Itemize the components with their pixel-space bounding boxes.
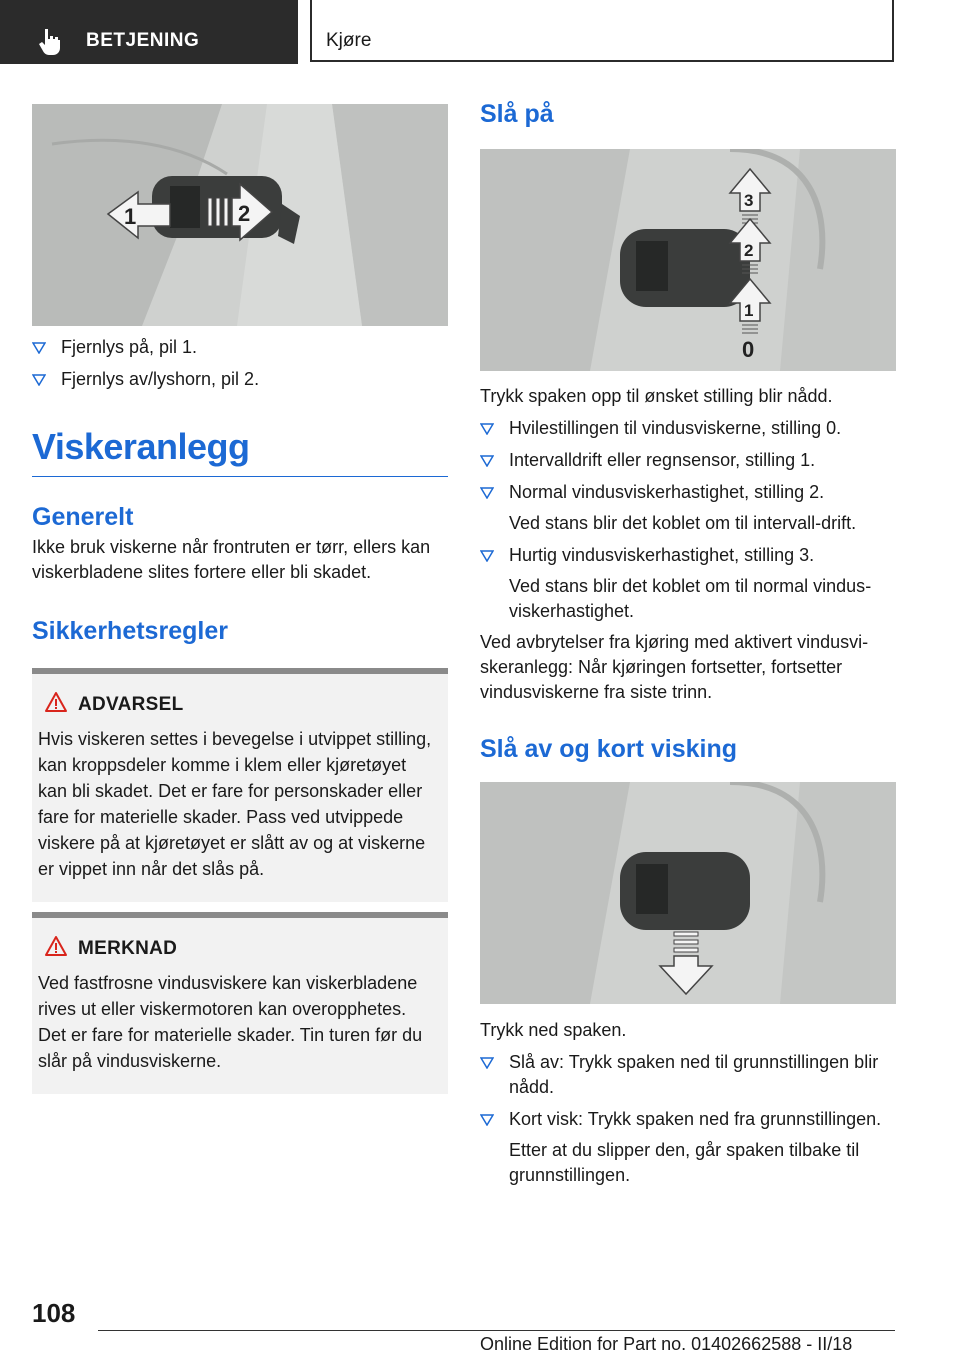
- title-rule: [32, 476, 448, 477]
- on-intro: Trykk spaken opp til ønsket stilling blir nådd.: [480, 386, 833, 406]
- list-item-subtext: Ved stans blir det koblet om til intervall-drift.: [509, 513, 857, 533]
- edition-text: Online Edition for Part no. 01402662588 - II/18: [480, 1334, 853, 1354]
- notice-title-row: [38, 938, 434, 960]
- list-item: [480, 1107, 896, 1132]
- triangle-bullet-icon: [480, 1057, 494, 1069]
- on-note: Ved avbrytelser fra kjøring med aktivert vindusviskeranlegg: Når kjøringen fortsetter, fortsetter vindusviskerne fra siste trinn.: [480, 632, 869, 702]
- safety-heading: Sikkerhetsregler: [32, 617, 228, 645]
- generelt-text: Ikke bruk viskerne når frontruten er tørr, ellers kan viskerbladene slites fortere eller bli skadet.: [32, 537, 431, 582]
- warning-triangle-icon: [44, 935, 68, 957]
- list-item: [480, 416, 896, 441]
- on-list-cont: [480, 543, 896, 568]
- hand-pointer-icon: [36, 26, 66, 56]
- notice-text: Ved fastfrosne vindusviskere kan viskerbladene rives ut eller viskermotoren kan overopphetes. Det er fare for materielle skader. Tin turen før du slår på vindusviskerne.: [38, 973, 423, 1071]
- wiper-on-figure: [480, 149, 896, 371]
- notice-box: [32, 912, 448, 1094]
- page-title: Viskeranlegg: [32, 426, 250, 467]
- right-column: [480, 100, 896, 1188]
- triangle-bullet-icon: [32, 374, 46, 386]
- on-heading: Slå på: [480, 100, 554, 128]
- chapter-tab: [310, 0, 894, 62]
- list-item: [480, 448, 896, 473]
- list-item: [32, 367, 448, 392]
- list-item-text: Fjernlys på, pil 1.: [61, 337, 198, 357]
- generelt-heading: Generelt: [32, 503, 134, 531]
- list-item-text: Fjernlys av/lyshorn, pil 2.: [61, 369, 260, 389]
- left-column: [32, 104, 448, 1094]
- triangle-bullet-icon: [480, 423, 494, 435]
- high-beam-list: [32, 335, 448, 392]
- list-item-text: Hurtig vindusviskerhastighet, stilling 3.: [509, 545, 815, 565]
- high-beam-figure: [32, 104, 448, 326]
- off-intro: Trykk ned spaken.: [480, 1020, 627, 1040]
- warning-triangle-icon: [44, 691, 68, 713]
- warning-text: Hvis viskeren settes i bevegelse i utvippet stilling, kan kroppsdeler komme i klem eller kjøretøyet kan bli skadet. Det er fare for personskader eller fare for materielle skader. Pass ved utvippede viskere på at kjøretøyet er slått av og at viskerne er vippet inn når det slås på.: [38, 729, 432, 879]
- warning-title-row: [38, 694, 434, 716]
- wiper-off-figure: [480, 782, 896, 1004]
- triangle-bullet-icon: [480, 1114, 494, 1126]
- triangle-bullet-icon: [480, 487, 494, 499]
- list-item-subtext: Ved stans blir det koblet om til normal vindusviskerhastighet.: [509, 576, 872, 621]
- list-item-text: Kort visk: Trykk spaken ned fra grunnstillingen.: [509, 1109, 882, 1129]
- list-item: [32, 335, 448, 360]
- triangle-bullet-icon: [480, 455, 494, 467]
- footer-rule: [98, 1330, 895, 1331]
- on-list: [480, 416, 896, 505]
- off-list: [480, 1050, 896, 1132]
- list-item-text: Intervalldrift eller regnsensor, stilling 1.: [509, 450, 816, 470]
- warning-title: ADVARSEL: [78, 694, 184, 715]
- triangle-bullet-icon: [32, 342, 46, 354]
- position-0-label: 0: [742, 337, 755, 362]
- position-2-label: 2: [744, 241, 754, 260]
- off-heading: Slå av og kort visking: [480, 735, 738, 763]
- position-3-label: 3: [744, 191, 754, 210]
- list-item: [480, 1050, 896, 1100]
- section-tab: [0, 0, 298, 64]
- list-item: [480, 480, 896, 505]
- page-number: 108: [32, 1298, 76, 1328]
- section-label: BETJENING: [86, 30, 200, 51]
- warning-box: [32, 668, 448, 902]
- triangle-bullet-icon: [480, 550, 494, 562]
- notice-title: MERKNAD: [78, 938, 178, 959]
- list-item-subtext: Etter at du slipper den, går spaken tilbake til grunnstillingen.: [509, 1140, 860, 1185]
- chapter-label: Kjøre: [326, 30, 372, 51]
- arrow-2-label: 2: [238, 201, 251, 226]
- list-item: [480, 543, 896, 568]
- list-item-text: Hvilestillingen til vindusviskerne, stilling 0.: [509, 418, 842, 438]
- list-item-text: Normal vindusviskerhastighet, stilling 2.: [509, 482, 825, 502]
- list-item-text: Slå av: Trykk spaken ned til grunnstillingen blir nådd.: [509, 1052, 879, 1097]
- arrow-1-label: 1: [124, 204, 137, 229]
- position-1-label: 1: [744, 301, 754, 320]
